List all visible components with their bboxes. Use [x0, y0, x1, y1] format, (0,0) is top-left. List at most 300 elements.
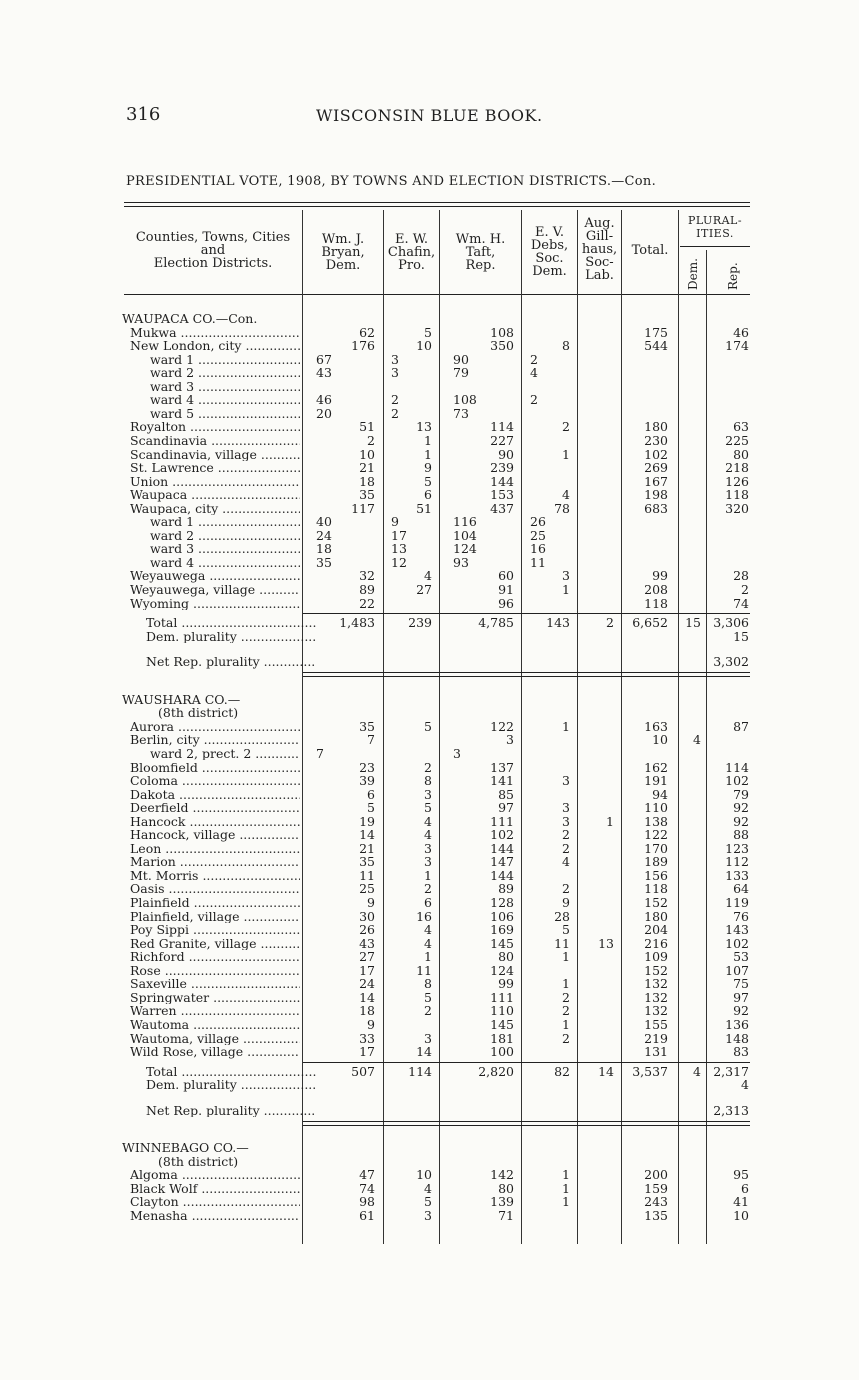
districts-header: Counties, Towns, Cities and Election Districts. — [135, 230, 291, 271]
cell-bryan: 67 — [316, 351, 332, 367]
cell-debs: 2 — [530, 392, 538, 408]
cell-total: 198 — [644, 487, 668, 503]
row-label: WINNEBAGO CO.— — [122, 1141, 249, 1155]
cell-bryan: 117 — [351, 500, 375, 516]
pluralities-header: PLURAL- ITIES. — [687, 214, 743, 240]
cell-chafin: 5 — [424, 800, 432, 816]
cell-total: 167 — [644, 473, 668, 489]
table-row — [0, 977, 859, 991]
cell-total: 243 — [644, 1194, 668, 1210]
cell-total: 122 — [644, 827, 668, 843]
table-row — [0, 461, 859, 475]
row-label: New London, city ..... — [130, 339, 300, 353]
row-label: Saxeville ..... — [130, 977, 300, 991]
cell-debs: 2 — [530, 351, 538, 367]
row-label: Menasha ..... — [130, 1209, 300, 1223]
cell-debs: 11 — [530, 554, 546, 570]
table-row — [0, 556, 859, 570]
cell-rep: 3,302 — [713, 654, 749, 670]
row-label: Marion ..... — [130, 855, 300, 869]
table-row — [0, 1209, 859, 1223]
rep-plurality-header: Rep. — [726, 262, 740, 290]
cell-chafin: 4 — [424, 827, 432, 843]
row-label: Bloomfield ..... — [130, 761, 300, 775]
cell-debs: 9 — [562, 895, 570, 910]
table-row — [0, 502, 859, 516]
cell-rep: 4 — [741, 1077, 749, 1093]
cell-bryan: 61 — [359, 1208, 375, 1223]
row-label: Berlin, city ..... — [130, 733, 300, 747]
cell-total: 152 — [644, 895, 668, 910]
cell-taft: 128 — [490, 895, 514, 910]
cell-dem: 4 — [693, 1063, 701, 1079]
cell-chafin: 239 — [408, 615, 432, 631]
row-label: Wautoma, village ..... — [130, 1032, 300, 1046]
row-label: Warren ..... — [130, 1004, 300, 1018]
table-row — [0, 583, 859, 597]
cell-rep: 28 — [733, 568, 749, 584]
cell-gillhaus: 13 — [598, 935, 614, 951]
cell-rep: 320 — [725, 500, 749, 516]
total-rule — [303, 613, 750, 614]
cell-bryan: 11 — [359, 867, 375, 883]
cell-bryan: 9 — [367, 895, 375, 910]
row-label: Wyoming ..... — [130, 597, 300, 611]
cell-bryan: 98 — [359, 1194, 375, 1210]
cell-total: 94 — [652, 786, 668, 802]
row-label: ward 1 ..... — [150, 515, 300, 529]
cell-debs: 78 — [554, 500, 570, 516]
cell-rep: 95 — [733, 1167, 749, 1183]
cell-debs: 2 — [562, 419, 570, 435]
row-label: (8th district) — [158, 706, 239, 720]
cell-rep: 64 — [733, 881, 749, 897]
cell-taft: 79 — [453, 365, 469, 381]
cell-chafin: 3 — [424, 1208, 432, 1223]
cell-debs: 5 — [562, 922, 570, 938]
cell-total: 155 — [644, 1016, 668, 1032]
table-row — [0, 991, 859, 1005]
total-row — [0, 655, 859, 669]
cell-debs: 3 — [562, 800, 570, 816]
cell-taft: 3 — [453, 745, 461, 761]
table-row — [0, 761, 859, 775]
cell-debs: 1 — [562, 582, 570, 597]
cell-chafin: 3 — [424, 854, 432, 870]
cell-bryan: 24 — [359, 976, 375, 992]
cell-bryan: 22 — [359, 595, 375, 611]
table-row — [0, 420, 859, 434]
cell-chafin: 4 — [424, 813, 432, 829]
table-row — [0, 475, 859, 489]
row-label: Wild Rose, village ..... — [130, 1045, 300, 1059]
cell-dem: 4 — [693, 732, 701, 748]
row-label: Red Granite, village ..... — [130, 937, 300, 951]
cell-dem: 15 — [685, 615, 701, 631]
cell-total: 110 — [644, 800, 668, 816]
row-label: Coloma ..... — [130, 774, 300, 788]
cell-debs: 25 — [530, 527, 546, 543]
cell-taft: 2,820 — [478, 1063, 514, 1079]
row-label: Net Rep. plurality ..... — [146, 1104, 316, 1118]
row-label: Weyauwega ..... — [130, 569, 300, 583]
cell-total: 109 — [644, 949, 668, 965]
cell-taft: 110 — [490, 1003, 514, 1019]
table-row — [0, 1155, 859, 1169]
row-label: Royalton ..... — [130, 420, 300, 434]
cell-bryan: 14 — [359, 989, 375, 1005]
cell-rep: 63 — [733, 419, 749, 435]
cell-rep: 53 — [733, 949, 749, 965]
table-row — [0, 1182, 859, 1196]
row-label: ward 3 ..... — [150, 542, 300, 556]
cell-bryan: 21 — [359, 460, 375, 476]
gillhaus-header: Aug. Gill- haus, Soc- Lab. — [581, 216, 618, 283]
cell-total: 156 — [644, 867, 668, 883]
cell-total: 6,652 — [632, 615, 668, 631]
cell-total: 132 — [644, 976, 668, 992]
cell-bryan: 27 — [359, 949, 375, 965]
table-row — [0, 788, 859, 802]
cell-rep: 126 — [725, 473, 749, 489]
cell-total: 163 — [644, 718, 668, 734]
cell-taft: 91 — [498, 582, 514, 597]
cell-chafin: 2 — [391, 392, 399, 408]
cell-chafin: 2 — [424, 881, 432, 897]
total-rule — [303, 1062, 750, 1063]
table-row — [0, 1045, 859, 1059]
cell-bryan: 74 — [359, 1180, 375, 1196]
cell-bryan: 14 — [359, 827, 375, 843]
cell-total: 189 — [644, 854, 668, 870]
running-head: WISCONSIN BLUE BOOK. — [316, 106, 543, 125]
cell-rep: 102 — [725, 935, 749, 951]
table-row — [0, 488, 859, 502]
cell-rep: 2,317 — [713, 1063, 749, 1079]
cell-bryan: 23 — [359, 759, 375, 775]
cell-total: 191 — [644, 773, 668, 789]
cell-rep: 107 — [725, 962, 749, 978]
cell-bryan: 89 — [359, 582, 375, 597]
cell-chafin: 13 — [391, 541, 407, 557]
cell-chafin: 6 — [424, 487, 432, 503]
cell-chafin: 5 — [424, 473, 432, 489]
cell-bryan: 35 — [316, 554, 332, 570]
cell-debs: 8 — [562, 338, 570, 354]
cell-chafin: 27 — [416, 582, 432, 597]
cell-chafin: 3 — [424, 840, 432, 856]
total-row — [0, 1065, 859, 1079]
cell-taft: 144 — [490, 473, 514, 489]
cell-taft: 106 — [490, 908, 514, 924]
row-label: Total ..... — [146, 1065, 316, 1079]
table-title: PRESIDENTIAL VOTE, 1908, BY TOWNS AND ELECTION DISTRICTS.—Con. — [126, 174, 657, 189]
table-row — [0, 569, 859, 583]
row-label: Dakota ..... — [130, 788, 300, 802]
dem-plurality-header: Dem. — [686, 258, 700, 290]
table-row — [0, 923, 859, 937]
cell-rep: 15 — [733, 628, 749, 644]
county-heading — [0, 312, 859, 326]
cell-taft: 144 — [490, 867, 514, 883]
table-row — [0, 380, 859, 394]
cell-chafin: 3 — [391, 351, 399, 367]
cell-total: 175 — [644, 324, 668, 340]
row-label: Dem. plurality ..... — [146, 1078, 316, 1092]
cell-debs: 2 — [562, 881, 570, 897]
cell-debs: 82 — [554, 1063, 570, 1079]
cell-total: 216 — [644, 935, 668, 951]
cell-rep: 2 — [741, 582, 749, 597]
table-row — [0, 869, 859, 883]
cell-total: 118 — [644, 595, 668, 611]
table-row — [0, 733, 859, 747]
cell-taft: 80 — [498, 949, 514, 965]
cell-debs: 26 — [530, 514, 546, 530]
cell-bryan: 25 — [359, 881, 375, 897]
cell-taft: 97 — [498, 800, 514, 816]
cell-taft: 141 — [490, 773, 514, 789]
cell-rep: 92 — [733, 800, 749, 816]
cell-total: 3,537 — [632, 1063, 668, 1079]
cell-rep: 102 — [725, 773, 749, 789]
total-row — [0, 630, 859, 644]
table-row — [0, 1168, 859, 1182]
cell-taft: 85 — [498, 786, 514, 802]
cell-debs: 16 — [530, 541, 546, 557]
cell-rep: 136 — [725, 1016, 749, 1032]
cell-rep: 87 — [733, 718, 749, 734]
cell-taft: 239 — [490, 460, 514, 476]
cell-taft: 111 — [490, 813, 514, 829]
table-row — [0, 529, 859, 543]
table-row — [0, 597, 859, 611]
table-row — [0, 353, 859, 367]
debs-header: E. V. Debs, Soc. Dem. — [530, 225, 569, 279]
cell-chafin: 9 — [424, 460, 432, 476]
cell-bryan: 1,483 — [339, 615, 375, 631]
row-label: ward 2 ..... — [150, 529, 300, 543]
row-label: Black Wolf ..... — [130, 1182, 300, 1196]
cell-rep: 75 — [733, 976, 749, 992]
cell-rep: 148 — [725, 1030, 749, 1046]
cell-taft: 350 — [490, 338, 514, 354]
cell-taft: 104 — [453, 527, 477, 543]
cell-total: 170 — [644, 840, 668, 856]
cell-bryan: 9 — [367, 1016, 375, 1032]
cell-rep: 6 — [741, 1180, 749, 1196]
cell-rep: 133 — [725, 867, 749, 883]
table-row — [0, 828, 859, 842]
cell-bryan: 7 — [367, 732, 375, 748]
cell-chafin: 1 — [424, 867, 432, 883]
cell-taft: 114 — [490, 419, 514, 435]
cell-taft: 145 — [490, 935, 514, 951]
table-row — [0, 407, 859, 421]
cell-bryan: 17 — [359, 962, 375, 978]
row-label: Net Rep. plurality ..... — [146, 655, 316, 669]
table-row — [0, 326, 859, 340]
cell-rep: 83 — [733, 1044, 749, 1060]
cell-total: 544 — [644, 338, 668, 354]
cell-rep: 3,306 — [713, 615, 749, 631]
cell-debs: 2 — [562, 827, 570, 843]
row-label: ward 1 ..... — [150, 353, 300, 367]
cell-taft: 122 — [490, 718, 514, 734]
cell-chafin: 5 — [424, 989, 432, 1005]
cell-total: 10 — [652, 732, 668, 748]
table-row — [0, 1032, 859, 1046]
cell-taft: 60 — [498, 568, 514, 584]
cell-debs: 3 — [562, 813, 570, 829]
cell-bryan: 2 — [367, 432, 375, 448]
table-row — [0, 910, 859, 924]
cell-debs: 143 — [546, 615, 570, 631]
cell-taft: 102 — [490, 827, 514, 843]
cell-total: 118 — [644, 881, 668, 897]
cell-bryan: 35 — [359, 718, 375, 734]
cell-total: 180 — [644, 908, 668, 924]
cell-chafin: 1 — [424, 949, 432, 965]
cell-debs: 1 — [562, 1194, 570, 1210]
net-rule — [303, 1121, 750, 1122]
cell-chafin: 4 — [424, 922, 432, 938]
row-label: Algoma ..... — [130, 1168, 300, 1182]
cell-chafin: 5 — [424, 324, 432, 340]
cell-bryan: 30 — [359, 908, 375, 924]
page-number: 316 — [126, 104, 161, 125]
table-row — [0, 855, 859, 869]
row-label: Wautoma ..... — [130, 1018, 300, 1032]
cell-debs: 1 — [562, 976, 570, 992]
cell-debs: 4 — [562, 854, 570, 870]
cell-bryan: 40 — [316, 514, 332, 530]
cell-chafin: 10 — [416, 338, 432, 354]
row-label: Mukwa ..... — [130, 326, 300, 340]
cell-taft: 111 — [490, 989, 514, 1005]
bryan-header: Wm. J. Bryan, Dem. — [321, 232, 365, 273]
row-label: ward 4 ..... — [150, 393, 300, 407]
cell-bryan: 43 — [316, 365, 332, 381]
row-label: Weyauwega, village ..... — [130, 583, 300, 597]
row-label: Springwater ..... — [130, 991, 300, 1005]
cell-taft: 90 — [453, 351, 469, 367]
cell-rep: 118 — [725, 487, 749, 503]
cell-taft: 147 — [490, 854, 514, 870]
cell-taft: 99 — [498, 976, 514, 992]
row-label: ward 4 ..... — [150, 556, 300, 570]
cell-bryan: 32 — [359, 568, 375, 584]
cell-chafin: 16 — [416, 908, 432, 924]
cell-debs: 2 — [562, 989, 570, 1005]
cell-taft: 137 — [490, 759, 514, 775]
row-label: Hancock, village ..... — [130, 828, 300, 842]
cell-debs: 28 — [554, 908, 570, 924]
cell-bryan: 18 — [359, 1003, 375, 1019]
cell-chafin: 114 — [408, 1063, 432, 1079]
cell-taft: 124 — [490, 962, 514, 978]
cell-taft: 169 — [490, 922, 514, 938]
cell-rep: 123 — [725, 840, 749, 856]
row-label: Leon ..... — [130, 842, 300, 856]
county-heading — [0, 1141, 859, 1155]
row-label: ward 2 ..... — [150, 366, 300, 380]
row-label: Hancock ..... — [130, 815, 300, 829]
table-row — [0, 706, 859, 720]
cell-total: 99 — [652, 568, 668, 584]
net-rule — [303, 1125, 750, 1126]
cell-bryan: 35 — [359, 487, 375, 503]
cell-bryan: 7 — [316, 745, 324, 761]
row-label: Poy Sippi ..... — [130, 923, 300, 937]
cell-rep: 41 — [733, 1194, 749, 1210]
cell-taft: 89 — [498, 881, 514, 897]
total-row — [0, 1078, 859, 1092]
cell-debs: 4 — [530, 365, 538, 381]
cell-bryan: 26 — [359, 922, 375, 938]
cell-rep: 2,313 — [713, 1102, 749, 1118]
table-row — [0, 366, 859, 380]
table-row — [0, 896, 859, 910]
cell-chafin: 6 — [424, 895, 432, 910]
cell-debs: 1 — [562, 949, 570, 965]
cell-total: 131 — [644, 1044, 668, 1060]
row-label: (8th district) — [158, 1154, 239, 1169]
table-row — [0, 1195, 859, 1209]
cell-rep: 88 — [733, 827, 749, 843]
table-row — [0, 774, 859, 788]
cell-debs: 2 — [562, 840, 570, 856]
table-row — [0, 434, 859, 448]
row-label: Union ..... — [130, 475, 300, 489]
cell-total: 162 — [644, 759, 668, 775]
cell-total: 159 — [644, 1180, 668, 1196]
row-label: ward 5 ..... — [150, 407, 300, 421]
row-label: Richford ..... — [130, 950, 300, 964]
taft-header: Wm. H. Taft, Rep. — [455, 232, 506, 273]
cell-chafin: 11 — [416, 962, 432, 978]
cell-taft: 116 — [453, 514, 477, 530]
cell-taft: 71 — [498, 1208, 514, 1223]
cell-bryan: 46 — [316, 392, 332, 408]
cell-chafin: 3 — [424, 1030, 432, 1046]
cell-total: 200 — [644, 1167, 668, 1183]
cell-total: 138 — [644, 813, 668, 829]
row-label: Waupaca, city ..... — [130, 502, 300, 516]
cell-rep: 79 — [733, 786, 749, 802]
row-label: Aurora ..... — [130, 720, 300, 734]
cell-rep: 119 — [725, 895, 749, 910]
cell-total: 219 — [644, 1030, 668, 1046]
row-label: ward 2, prect. 2 ..... — [150, 747, 300, 761]
cell-chafin: 3 — [391, 365, 399, 381]
cell-total: 180 — [644, 419, 668, 435]
table-row — [0, 801, 859, 815]
table-row — [0, 339, 859, 353]
row-label: Oasis ..... — [130, 882, 300, 896]
cell-chafin: 3 — [424, 786, 432, 802]
cell-debs: 11 — [554, 935, 570, 951]
row-label: Waupaca ..... — [130, 488, 300, 502]
cell-debs: 3 — [562, 773, 570, 789]
cell-taft: 108 — [453, 392, 477, 408]
cell-total: 230 — [644, 432, 668, 448]
cell-taft: 4,785 — [478, 615, 514, 631]
cell-taft: 108 — [490, 324, 514, 340]
cell-bryan: 21 — [359, 840, 375, 856]
cell-taft: 3 — [506, 732, 514, 748]
cell-rep: 92 — [733, 1003, 749, 1019]
